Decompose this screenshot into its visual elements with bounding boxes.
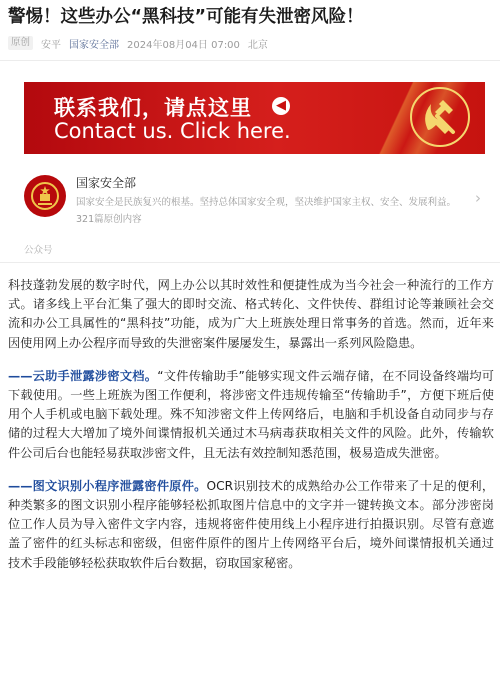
contact-banner[interactable] <box>24 82 485 154</box>
section-heading: ——云助手泄露涉密文档。 <box>8 368 158 383</box>
banner-title: 联系我们，请点这里 <box>54 96 252 120</box>
original-badge: 原创 <box>8 36 33 50</box>
account-description: 国家安全是民族复兴的根基。坚持总体国家安全观，坚决维护国家主权、安全、发展利益。 <box>76 197 457 208</box>
paragraph-text: OCR识别技术的成熟给办公工作带来了十足的便利，种类繁多的图文识别小程序能够轻松抓取图片信息中的文字并一键转换文本。部分涉密岗位工作人员为导入密件文字内容，违规将密件使用线上小程序进行拍摄识别。尽管有意遮盖了密件的红头标志和密级，但密件原件的图片上传网络平台后，境外间谍情报机关通过技术手段能够轻松获取软件后台数据，窃取国家秘密。 <box>8 478 495 570</box>
article-meta <box>8 35 268 51</box>
article-title: 警惕！这些办公“黑科技”可能有失泄密风险！ <box>8 7 364 27</box>
avatar <box>24 175 66 217</box>
original-count: 321篇原创内容 <box>76 214 142 225</box>
banner-subtitle: Contact us. Click here. <box>54 119 291 143</box>
profile-card[interactable] <box>24 167 485 235</box>
publish-location: 北京 <box>247 39 268 51</box>
chevron-right-icon: › <box>475 189 481 207</box>
account-name: 国家安全部 <box>76 176 137 190</box>
left-arrow-circle-icon: ◀ <box>272 97 290 115</box>
article-body <box>8 276 494 587</box>
national-emblem-icon <box>24 175 66 217</box>
paragraph: 科技蓬勃发展的数字时代，网上办公以其时效性和便捷性成为当今社会一种流行的工作方式。诸多线上平台汇集了强大的即时交流、格式转化、文件快传、群组讨论等兼顾社会交流和办公工具属性的“黑科技”功能，成为广大上班族处理日常事务的首选。然而，近年来因使用网上办公程序而导致的失泄密案件屡屡发生，暴露出一系列风险隐患。 <box>8 278 494 350</box>
author-name: 安平 <box>41 39 62 51</box>
paragraph-text: “文件传输助手”能够实现文件云端存储，在不同设备终端均可下载使用。一些上班族为图工作便利，将涉密文件违规传输至“传输助手”，方便下班后使用个人手机或电脑下载处理。殊不知涉密文件上传网络后，电脑和手机设备自动同步与存储的过程大大增加了境外间谍情报机关通过木马病毒获取相关文件的风险。此外，传输软件公司后台也能轻易获取涉密文件，且无法有效控制知悉范围，极易造成失泄密。 <box>8 368 494 460</box>
paragraph <box>8 477 494 573</box>
divider <box>0 60 500 61</box>
divider <box>0 262 500 263</box>
account-type-label: 公众号 <box>24 245 53 256</box>
account-link[interactable]: 国家安全部 <box>69 39 120 51</box>
paragraph <box>8 367 494 463</box>
party-emblem-icon <box>409 86 471 148</box>
section-heading: ——图文识别小程序泄露密件原件。 <box>8 478 207 493</box>
publish-datetime: 2024年08月04日 07:00 <box>127 39 240 51</box>
